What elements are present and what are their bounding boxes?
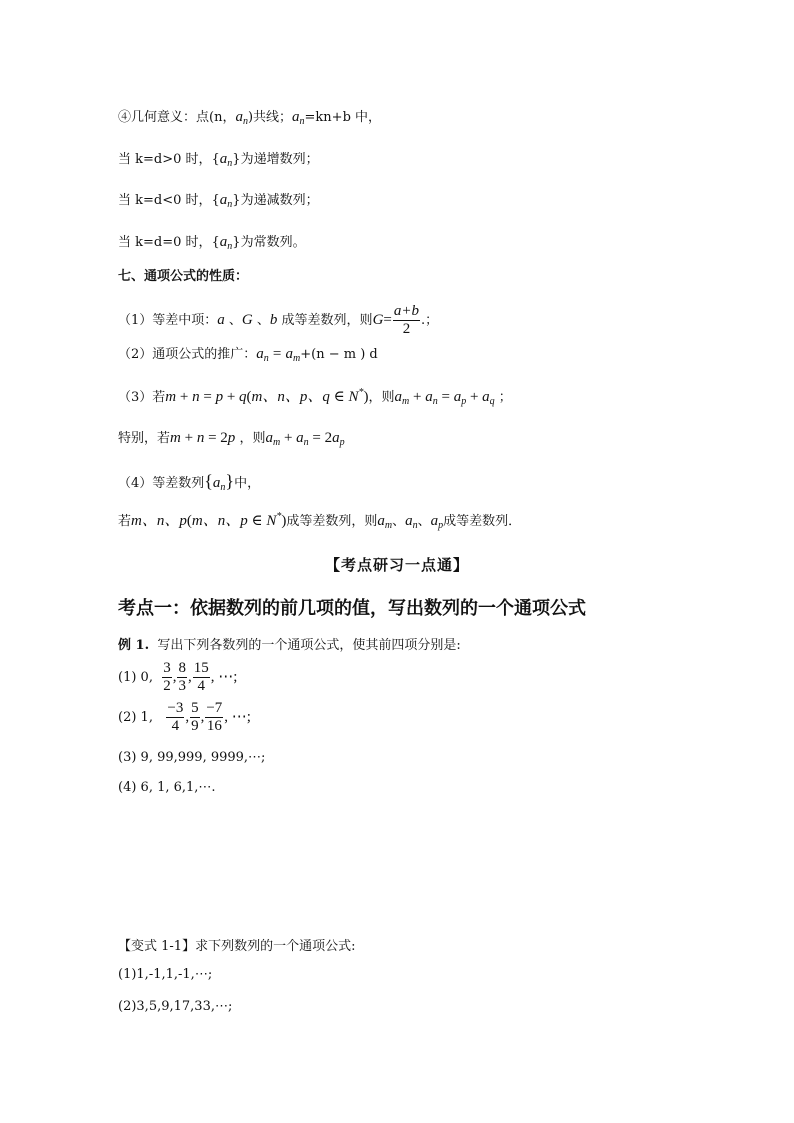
m-n-p: m、n、p: [131, 513, 187, 529]
p2-pre: （2）通项公式的推广：: [118, 347, 257, 362]
p3-mid: ，则: [368, 390, 395, 405]
geom-intro: ④几何意义：点(n，: [118, 110, 236, 125]
ellipsis: , ⋯;: [210, 669, 238, 685]
a-n: $a_n$: [425, 389, 438, 407]
p4-pre: （4）等差数列: [118, 476, 205, 491]
math-g: G: [241, 312, 253, 328]
equals: =: [383, 312, 392, 328]
m-n-p-q: m、n、p、q: [251, 389, 330, 405]
plus: +: [466, 389, 483, 405]
equals: =: [204, 430, 221, 446]
example-label: 例 1.: [118, 638, 150, 653]
p4b-end: 成等差数列．: [443, 514, 522, 529]
math-b: b: [269, 312, 278, 328]
special-mid: ，则: [239, 431, 266, 446]
ellipsis: , ⋯;: [224, 709, 251, 725]
a-n: $a_n$: [256, 346, 269, 364]
p4-end: 中，: [234, 476, 261, 491]
a-m: $a_m$: [265, 430, 281, 448]
comma: ,: [187, 669, 192, 685]
p: p: [215, 389, 224, 405]
property-4b: 若m、n、p(m、n、p ∈ N*)成等差数列，则$a_m$、$a_n$、$a_p$成等差数列．: [118, 511, 522, 531]
math-a: a: [217, 312, 225, 328]
in: ∈: [329, 389, 349, 405]
p3-formula: m: [165, 389, 177, 405]
item1-prefix: (1) 0,: [118, 670, 153, 685]
p4b-pre: 若: [118, 514, 132, 529]
plus: +: [223, 389, 240, 405]
paren: (: [246, 389, 252, 405]
a-p: $a_p$: [332, 430, 345, 448]
p1-end: ；: [425, 313, 439, 328]
a-n: $a_n$: [292, 109, 305, 127]
brace-close: }: [225, 471, 235, 491]
comma: ,: [185, 709, 190, 725]
a-m: $a_m$: [285, 346, 301, 364]
variant-item-2: (2)3,5,9,17,33,⋯;: [118, 999, 233, 1014]
fraction-a-plus-b-over-2: $\frac{a+b}{2}$: [393, 303, 419, 337]
comma: ,: [172, 669, 177, 685]
paren: (: [186, 513, 192, 529]
a-m: $a_m$: [377, 513, 393, 531]
dec-post: }为递减数列；: [232, 193, 319, 208]
plus: +: [180, 430, 197, 446]
a-n: $a_n$: [219, 151, 233, 169]
equals: =: [308, 430, 325, 446]
m-n-p-2: m、n、p: [191, 513, 248, 529]
dec-pre: 当 k=d<0 时，{: [118, 193, 220, 208]
p1-pre: （1）等差中项：: [118, 313, 218, 328]
a-n: $a_n$: [405, 513, 418, 531]
n: n: [196, 430, 205, 446]
p1-mid: 成等差数列，则: [281, 313, 373, 328]
const-pre: 当 k=d=0 时，{: [118, 235, 220, 250]
a-n: $a_n$: [219, 192, 233, 210]
property-1: （1）等差中项：a 、G 、b 成等差数列，则G= $\frac{a+b}{2}$ .；: [118, 303, 439, 337]
special-case: [118, 429, 345, 448]
plus: +: [280, 430, 297, 446]
p3-end: ；: [498, 390, 512, 405]
brace-open: {: [204, 471, 213, 491]
a-q: $a_q$: [482, 389, 495, 407]
p2-end: +(n − m ) d: [300, 347, 378, 362]
frac-3-2: $\frac{3}{2}$: [163, 660, 171, 694]
frac-5-9: $\frac{5}{9}$: [191, 700, 199, 734]
inc-pre: 当 k=d>0 时，{: [118, 152, 220, 167]
p3-pre: （3）若: [118, 390, 166, 405]
property-4: [118, 472, 260, 493]
item2-prefix: (2) 1,: [118, 710, 153, 725]
geom-intro2: )共线；: [247, 110, 293, 125]
paren-close: ): [363, 389, 369, 405]
a-n: $a_n$: [212, 475, 226, 493]
geom-line: [118, 108, 381, 127]
a-n: $a_n$: [235, 109, 248, 127]
a-n: $a_n$: [296, 430, 309, 448]
plus: +: [409, 389, 426, 405]
variant-title: 【变式 1-1】求下列数列的一个通项公式:: [118, 939, 356, 954]
in: ∈: [247, 513, 267, 529]
paren-close: ): [281, 513, 287, 529]
section7-title: 七、通项公式的性质：: [118, 269, 249, 284]
p4b-mid: 成等差数列，则: [286, 514, 378, 529]
geom-intro3: =kn+b 中，: [304, 110, 382, 125]
comma: ,: [200, 709, 205, 725]
increasing-line: [118, 150, 319, 169]
frac-neg3-4: $\frac{-3}{4}$: [167, 700, 184, 734]
a-p: $a_p$: [430, 513, 444, 531]
kaodian-1-title: 考点一：依据数列的前几项的值，写出数列的一个通项公式: [118, 598, 586, 619]
m: m: [170, 430, 181, 446]
example-1-intro: [118, 634, 461, 653]
special-pre: 特别，若: [118, 431, 171, 446]
decreasing-line: [118, 191, 319, 210]
two: 2: [324, 430, 333, 446]
a-p: $a_p$: [453, 389, 467, 407]
example-text: 写出下列各数列的一个通项公式，使其前四项分别是:: [157, 638, 461, 653]
property-2: [118, 345, 378, 364]
constant-line: [118, 233, 306, 252]
frac-15-4: $\frac{15}{4}$: [193, 660, 209, 694]
equals: =: [199, 389, 216, 405]
plus: +: [176, 389, 193, 405]
p: p: [227, 430, 236, 446]
example-item-1: [118, 660, 237, 695]
example-item-3: (3) 9, 99,999, 9999,⋯;: [118, 750, 266, 765]
example-item-2: [118, 700, 251, 735]
inc-post: }为递增数列；: [232, 152, 319, 167]
property-3: [118, 388, 512, 407]
a-n: $a_n$: [219, 234, 233, 252]
two: 2: [220, 430, 228, 446]
frac-8-3: $\frac{8}{3}$: [178, 660, 186, 694]
N-star: N*: [266, 511, 282, 529]
equals: =: [437, 389, 454, 405]
n: n: [192, 389, 200, 405]
equals: =: [272, 346, 282, 362]
p1-dot: .: [421, 313, 426, 328]
const-post: }为常数列。: [232, 235, 306, 250]
a-m: $a_m$: [394, 389, 410, 407]
math-g-eq: G: [372, 312, 384, 328]
q: q: [239, 389, 247, 405]
frac-neg7-16: $\frac{-7}{16}$: [206, 700, 223, 734]
N-star: N*: [348, 387, 364, 405]
example-item-4: (4) 6, 1, 6,1,⋯.: [118, 780, 216, 795]
variant-item-1: (1)1,-1,1,-1,⋯;: [118, 967, 213, 982]
section-heading: 【考点研习一点通】: [324, 556, 469, 574]
